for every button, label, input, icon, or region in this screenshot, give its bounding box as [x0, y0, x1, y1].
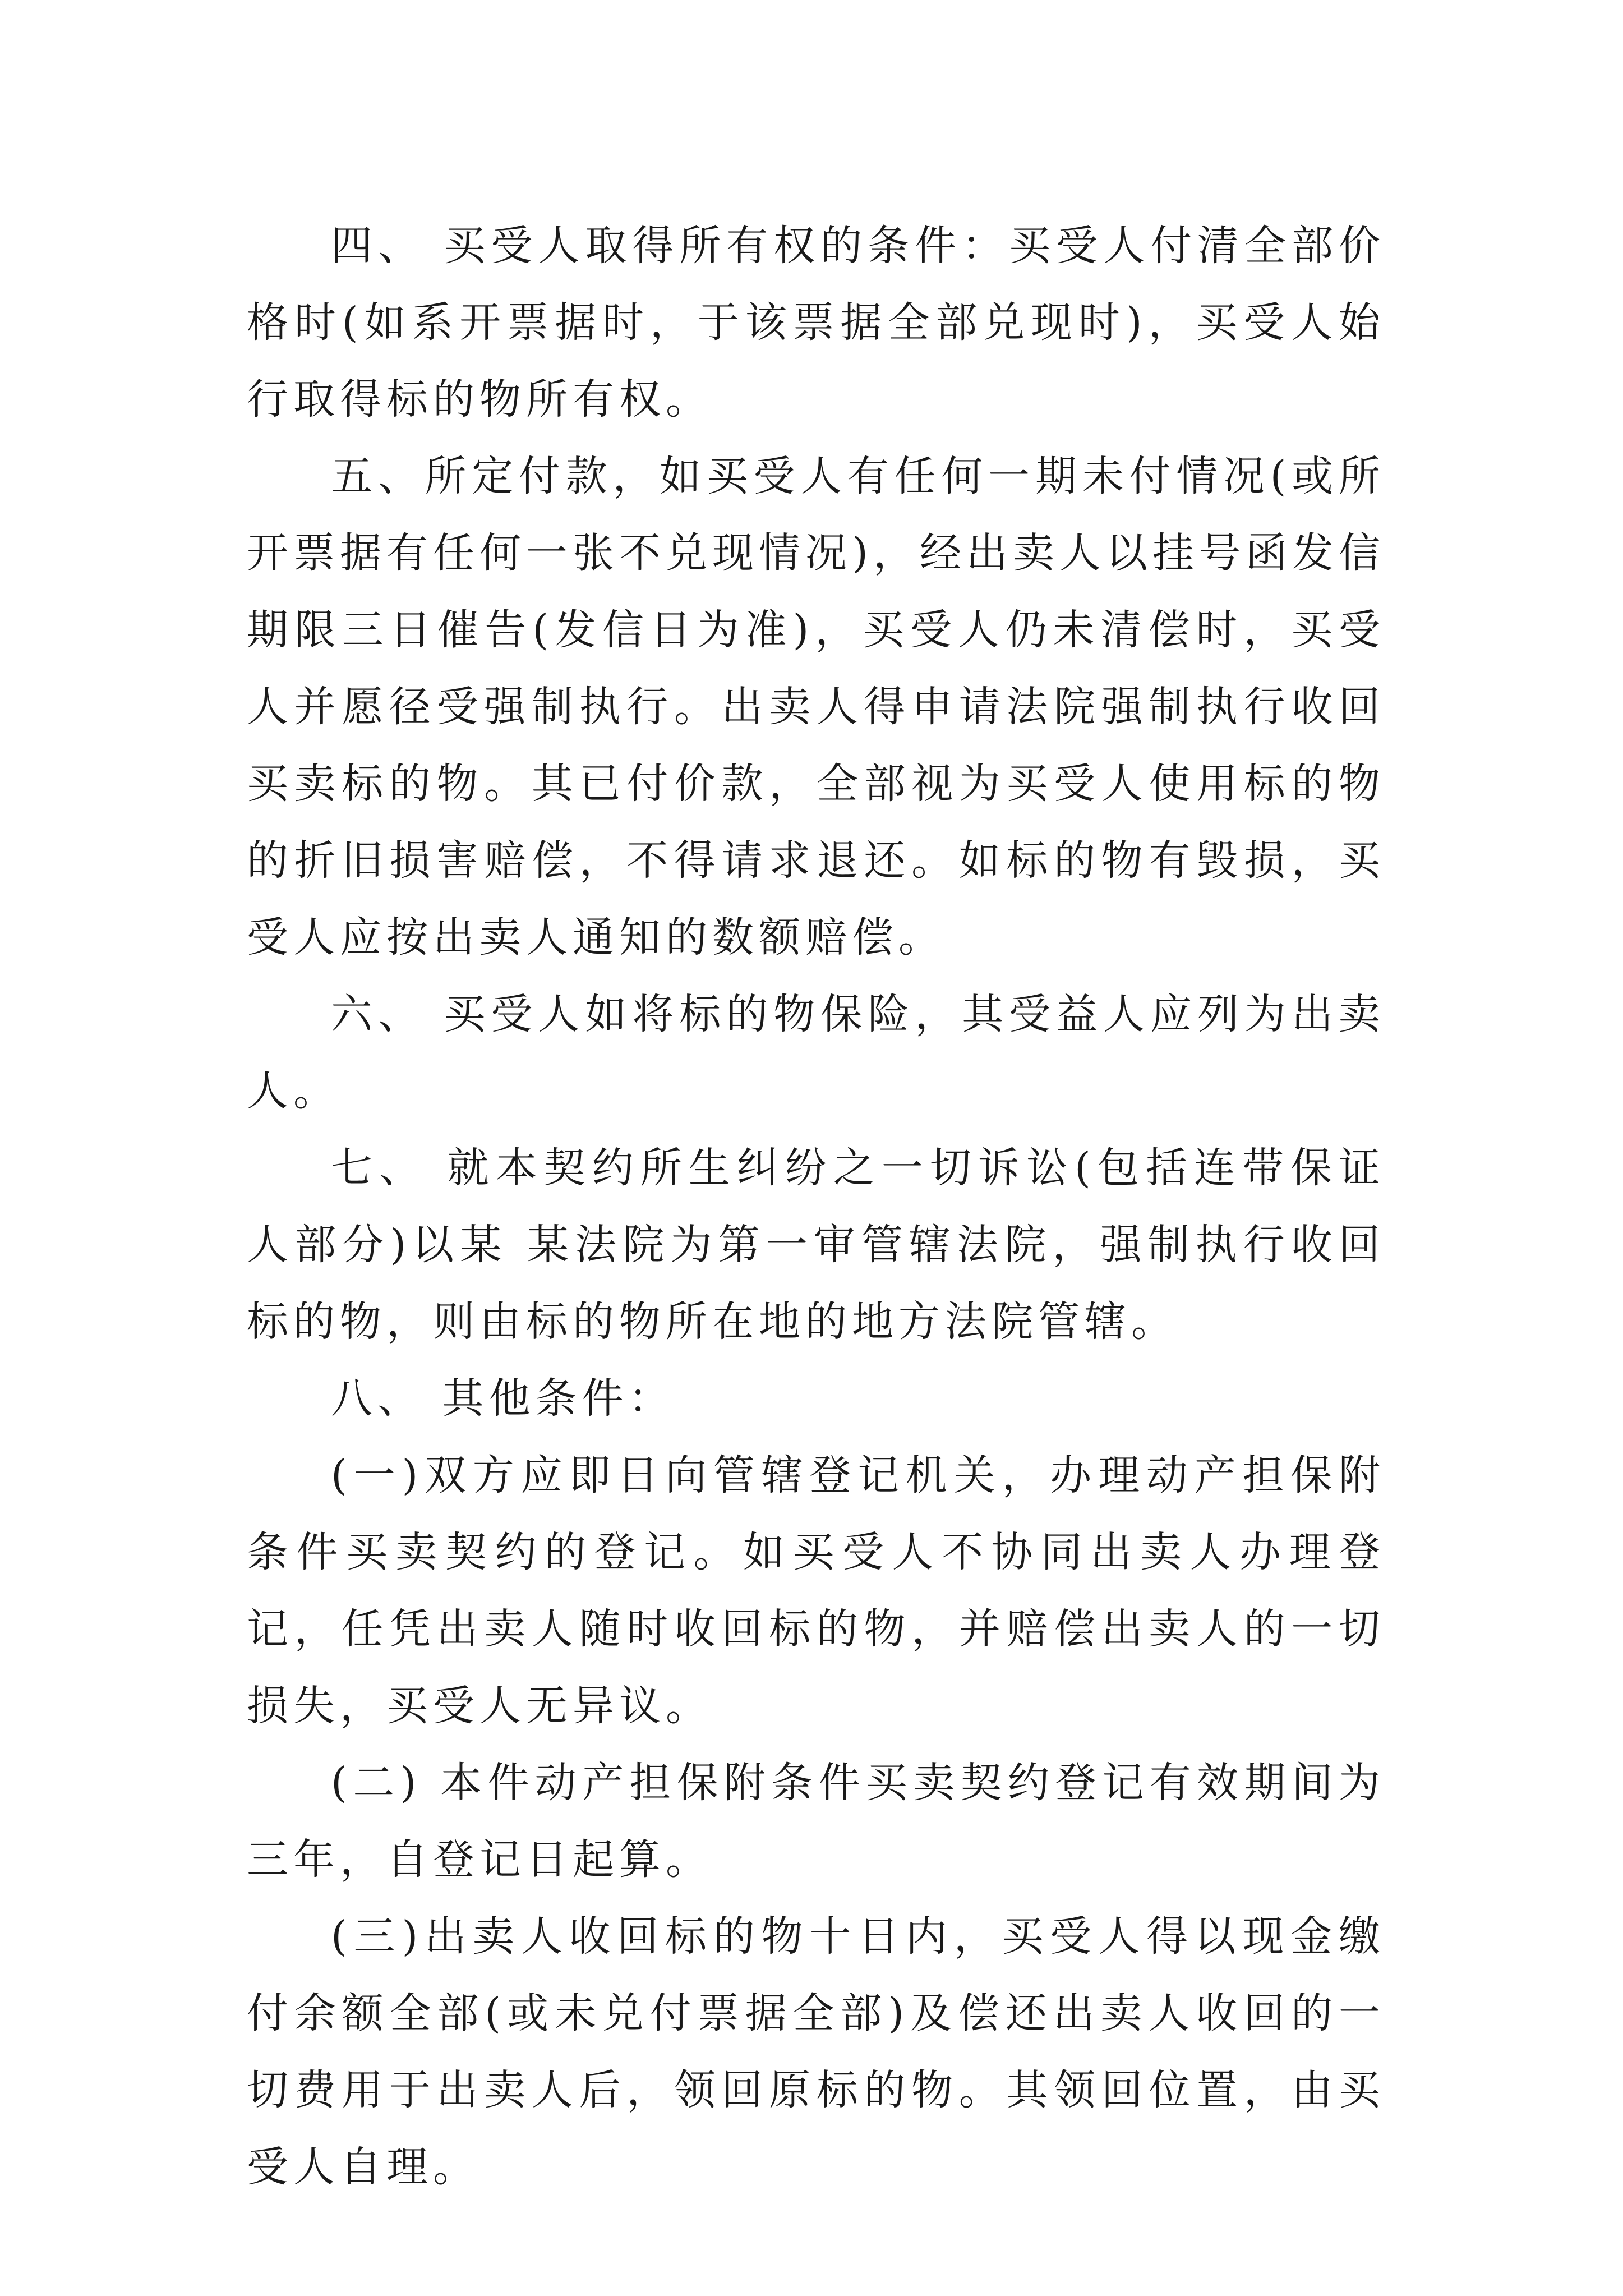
clause-5-payment-default: 五、所定付款，如买受人有任何一期未付情况(或所开票据有任何一张不兑现情况)，经出卖人以挂号函发信期限三日催告(发信日为准)，买受人仍未清偿时，买受人并愿径受强制执行。出卖人得申请法院强制执行收回买卖标的物。其已付价款，全部视为买受人使用标的物的折旧损害赔偿，不得请求退还。如标的物有毁损，买受人应按出卖人通知的数额赔偿。 [247, 452, 1385, 961]
clause-8-other-conditions: 八、 其他条件： [331, 1374, 675, 1423]
clause-7-jurisdiction: 七、 就本契约所生纠纷之一切诉讼(包括连带保证人部分)以某 某法院为第一审管辖法院，强制执行收回标的物，则由标的物所在地的地方法院管辖。 [247, 1144, 1385, 1346]
clause-4-buyer-ownership: 四、 买受人取得所有权的条件：买受人付清全部价格时(如系开票据时，于该票据全部兑现时)，买受人始行取得标的物所有权。 [247, 222, 1385, 424]
clause-6-insurance: 六、 买受人如将标的物保险，其受益人应列为出卖人。 [247, 990, 1385, 1115]
condition-1-registration: (一)双方应即日向管辖登记机关，办理动产担保附条件买卖契约的登记。如买受人不协同出卖人办理登记，任凭出卖人随时收回标的物，并赔偿出卖人的一切损失，买受人无异议。 [247, 1451, 1385, 1730]
document-body [247, 208, 1385, 2206]
condition-3-redemption: (三)出卖人收回标的物十日内，买受人得以现金缴付余额全部(或未兑付票据全部)及偿还出卖人收回的一切费用于出卖人后，领回原标的物。其领回位置，由买受人自理。 [247, 1912, 1385, 2191]
condition-2-validity: (二) 本件动产担保附条件买卖契约登记有效期间为三年，自登记日起算。 [247, 1759, 1385, 1884]
